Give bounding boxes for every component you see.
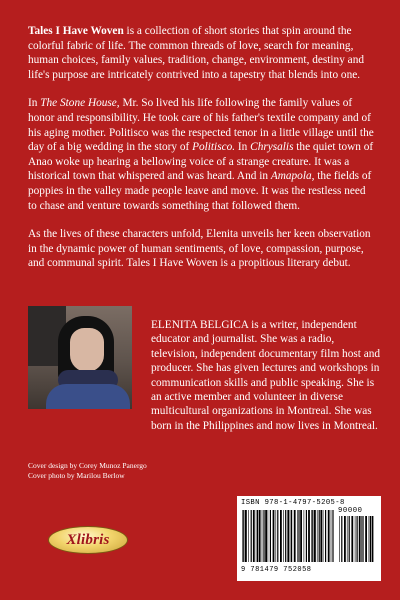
price-code: 90000 [338,507,363,515]
author-bio: ELENITA BELGICA is a writer, independent educator and journalist. She was a radio, television, independent documentary film host and producer. She has given lectures and workshops in communication skills and public speaking. She is an active member and volunteer in diverse multicultural organizations in Montreal. She was born in the Philippines and now lives in Montreal. [151,319,381,432]
stories-text: In [235,141,251,154]
cover-credits [28,461,228,481]
barcode-addon-bars [339,516,375,562]
stories-text: Mr. So lived his life following the family values of honor and responsibility. He took care of his father's textile company and of his aging mother. Politisco was the respected tenor in a little village until the day of a big wedding in the story of [28,97,374,154]
barcode-digits: 9 781479 752058 [241,566,312,574]
cover-design-credit: Cover design by Corey Munoz Panergo [28,461,147,470]
publisher-logo-text: Xlibris [66,531,110,548]
cover-photo-credit: Cover photo by Marilou Berlow [28,471,125,480]
stories-text: In [28,97,41,110]
blurb-paragraph-closing: As the lives of these characters unfold, Elenita unveils her keen observation in the dynamic power of human sentiments, of love, compassion, purpose, and communal spirit. Tales I Have Woven is a propitious literary debut. [28,228,371,270]
stories-text: the fields of poppies in the valley made people leave and move. It was the restless need to chase and venture towards something that followed them. [28,170,372,212]
intro-text: is a collection of short stories that spin around the colorful fabric of life. The common threads of love, search for meaning, human choices, family values, tradition, change, environment, destiny and life's purpose are intricately contrived into a tapestry that blends into one. [28,25,364,81]
book-title: Tales I Have Woven [28,25,124,37]
author-photo [28,306,132,409]
barcode-bars [242,510,334,562]
publisher-logo [48,526,128,554]
story-title-chrysalis: Chrysalis [250,141,294,154]
isbn-barcode [237,496,381,581]
isbn-label: ISBN 978-1-4797-5205-8 [241,499,345,507]
story-title-politisco: Politisco. [192,141,236,154]
story-title-stone-house: The Stone House, [40,97,120,110]
blurb-paragraph-stories [28,96,376,213]
blurb-paragraph-intro [28,24,376,82]
stories-text: the quiet town of Anao woke up hearing a bellowing voice of a strange creature. It was a historical town that whispered and was heard. And in [28,141,374,183]
story-title-amapola: Amapola, [270,170,315,183]
back-cover-blurb [28,24,376,285]
